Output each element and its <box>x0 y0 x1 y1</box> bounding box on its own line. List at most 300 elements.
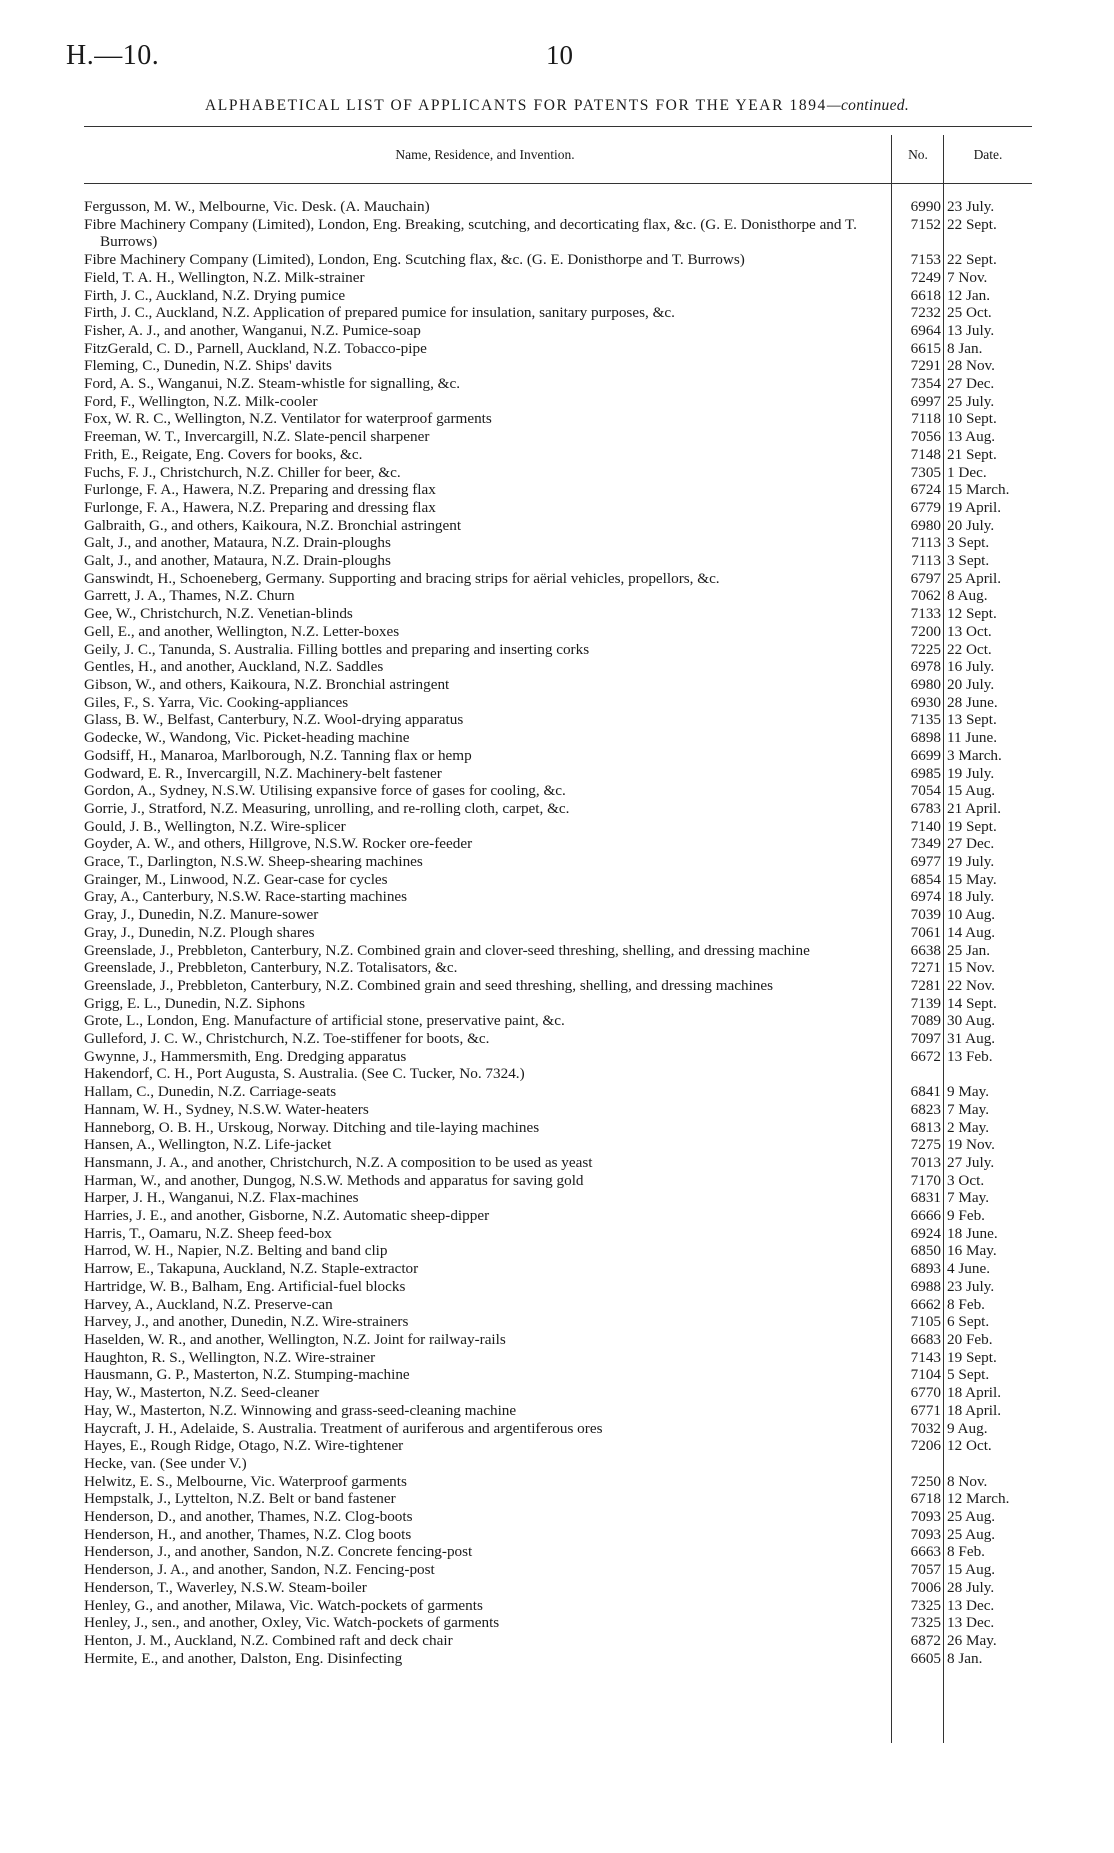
entry-number: 7089 <box>910 1012 941 1030</box>
entry-text: Firth, J. C., Auckland, N.Z. Drying pumice <box>84 286 346 304</box>
list-item <box>0 304 1114 322</box>
entry-text: Helwitz, E. S., Melbourne, Vic. Waterproof garments <box>84 1472 407 1490</box>
entry-description <box>84 1296 900 1314</box>
entry-text: Fuchs, F. J., Christchurch, N.Z. Chiller for beer, &c. <box>84 463 401 481</box>
entry-number: 6898 <box>910 729 941 747</box>
list-item <box>0 623 1114 641</box>
entry-date: 21 Sept. <box>947 445 997 463</box>
entry-text: Galbraith, G., and others, Kaikoura, N.Z. Bronchial astringent <box>84 516 462 534</box>
entry-description <box>84 729 900 747</box>
list-item <box>0 747 1114 765</box>
entry-text: Hay, W., Masterton, N.Z. Seed-cleaner <box>84 1384 320 1402</box>
entry-date: 9 Aug. <box>947 1419 988 1437</box>
entry-description <box>84 1136 900 1154</box>
entry-text: Fibre Machinery Company (Limited), London, Eng. Scutching flax, &c. (G. E. Donisthorpe and T. Burrows) <box>84 251 745 269</box>
entry-date: 1 Dec. <box>947 463 987 481</box>
entry-number: 6663 <box>910 1543 941 1561</box>
entry-date: 19 Nov. <box>947 1136 995 1154</box>
entry-number: 7093 <box>910 1508 941 1526</box>
entry-description <box>84 464 900 482</box>
page-number: 10 <box>546 40 573 70</box>
entry-number: 7170 <box>910 1171 941 1189</box>
entry-text: Gray, J., Dunedin, N.Z. Manure-sower <box>84 906 319 924</box>
entry-description <box>84 1331 900 1349</box>
list-item <box>0 924 1114 942</box>
entry-description <box>84 481 900 499</box>
entry-date: 7 Nov. <box>947 268 988 286</box>
entry-description <box>84 995 900 1013</box>
list-item <box>0 446 1114 464</box>
entry-date: 19 Sept. <box>947 817 997 835</box>
entry-description <box>84 676 900 694</box>
list-item <box>0 1420 1114 1438</box>
list-item <box>0 995 1114 1013</box>
entry-description <box>84 1420 900 1438</box>
entry-text: Hermite, E., and another, Dalston, Eng. Disinfecting <box>84 1649 403 1667</box>
entry-text: Fleming, C., Dunedin, N.Z. Ships' davits <box>84 357 332 375</box>
entry-text: Hansmann, J. A., and another, Christchurch, N.Z. A composition to be used as yeast <box>84 1153 593 1171</box>
entry-text: Hempstalk, J., Lyttelton, N.Z. Belt or band fastener <box>84 1490 396 1508</box>
entry-date: 8 Feb. <box>947 1295 985 1313</box>
entry-date: 8 Jan. <box>947 339 983 357</box>
entry-description <box>84 1083 900 1101</box>
entry-text: Grace, T., Darlington, N.S.W. Sheep-shearing machines <box>84 853 423 871</box>
entry-text: Grote, L., London, Eng. Manufacture of artificial stone, preservative paint, &c. <box>84 1012 565 1030</box>
entry-description <box>84 623 900 641</box>
entry-description <box>84 322 900 340</box>
list-item <box>0 1579 1114 1597</box>
list-item <box>0 676 1114 694</box>
entry-date: 15 Aug. <box>947 782 996 800</box>
entry-date: 8 Jan. <box>947 1649 983 1667</box>
entry-description <box>84 888 900 906</box>
list-item <box>0 888 1114 906</box>
entry-description <box>84 800 900 818</box>
entry-date: 8 Nov. <box>947 1472 988 1490</box>
entry-number: 7225 <box>910 640 941 658</box>
list-item <box>0 340 1114 358</box>
entry-number: 7140 <box>910 817 941 835</box>
list-item <box>0 251 1114 269</box>
entry-date: 12 March. <box>947 1490 1010 1508</box>
entry-date: 12 Oct. <box>947 1437 992 1455</box>
entry-number: 6618 <box>910 286 941 304</box>
list-item <box>0 711 1114 729</box>
entry-text: Grainger, M., Linwood, N.Z. Gear-case for cycles <box>84 870 388 888</box>
entry-text: Ford, F., Wellington, N.Z. Milk-cooler <box>84 392 318 410</box>
entry-number: 6854 <box>910 870 941 888</box>
entry-date: 7 May. <box>947 1189 990 1207</box>
entry-text: Hannam, W. H., Sydney, N.S.W. Water-heaters <box>84 1100 369 1118</box>
entry-number: 7281 <box>910 976 941 994</box>
list-item <box>0 1136 1114 1154</box>
list-item <box>0 198 1114 216</box>
entry-text: Henderson, D., and another, Thames, N.Z. Clog-boots <box>84 1508 413 1526</box>
list-item <box>0 534 1114 552</box>
entry-text: Hakendorf, C. H., Port Augusta, S. Australia. (See C. Tucker, No. 7324.) <box>84 1065 525 1083</box>
entry-description <box>84 1526 900 1544</box>
entry-text: Henley, G., and another, Milawa, Vic. Watch-pockets of garments <box>84 1596 483 1614</box>
entry-description <box>84 1030 900 1048</box>
entry-text: Godsiff, H., Manaroa, Marlborough, N.Z. Tanning flax or hemp <box>84 746 472 764</box>
entry-description <box>84 959 900 977</box>
entry-description <box>84 1437 900 1455</box>
entry-date: 16 July. <box>947 658 995 676</box>
entry-number: 7135 <box>910 711 941 729</box>
entry-text: Glass, B. W., Belfast, Canterbury, N.Z. Wool-drying apparatus <box>84 711 464 729</box>
list-item <box>0 694 1114 712</box>
entry-text: Galt, J., and another, Mataura, N.Z. Drain-ploughs <box>84 534 391 552</box>
entry-date: 22 Sept. <box>947 215 997 233</box>
entry-date: 30 Aug. <box>947 1012 996 1030</box>
entry-number: 7057 <box>910 1561 941 1579</box>
entry-text: Godecke, W., Wandong, Vic. Picket-heading machine <box>84 729 410 747</box>
entry-text: Fox, W. R. C., Wellington, N.Z. Ventilator for waterproof garments <box>84 410 492 428</box>
entry-date: 25 April. <box>947 569 1002 587</box>
entry-number: 6724 <box>910 481 941 499</box>
entry-description <box>84 216 900 251</box>
entry-number: 7249 <box>910 268 941 286</box>
entry-text: Firth, J. C., Auckland, N.Z. Application of prepared pumice for insulation, sanitary purposes, &c. <box>84 304 675 322</box>
entry-text: Greenslade, J., Prebbleton, Canterbury, N.Z. Combined grain and clover-seed threshing, shelling, and dressing machine <box>84 941 810 959</box>
entry-number: 6797 <box>910 569 941 587</box>
entry-number: 6699 <box>910 746 941 764</box>
page-heading <box>0 97 1114 115</box>
entry-number: 6985 <box>910 764 941 782</box>
entry-date: 18 April. <box>947 1401 1002 1419</box>
entry-description <box>84 1260 900 1278</box>
entry-number: 6997 <box>910 392 941 410</box>
entry-description <box>84 765 900 783</box>
entry-number: 6813 <box>910 1118 941 1136</box>
entry-text: Haselden, W. R., and another, Wellington, N.Z. Joint for railway-rails <box>84 1331 506 1348</box>
entry-number: 7153 <box>910 251 941 269</box>
entry-number: 7148 <box>910 445 941 463</box>
entry-text: Henley, J., sen., and another, Oxley, Vic. Watch-pockets of garments <box>84 1614 500 1632</box>
entry-date: 15 Aug. <box>947 1561 996 1579</box>
entry-description <box>84 1012 900 1030</box>
entry-text: Greenslade, J., Prebbleton, Canterbury, N.Z. Combined grain and seed threshing, shelling, and dressing machines <box>84 976 774 994</box>
entry-description <box>84 340 900 358</box>
list-item <box>0 464 1114 482</box>
entry-number: 7093 <box>910 1525 941 1543</box>
list-item <box>0 1402 1114 1420</box>
entry-description <box>84 711 900 729</box>
entry-description <box>84 1579 900 1597</box>
entry-text: Gulleford, J. C. W., Christchurch, N.Z. Toe-stiffener for boots, &c. <box>84 1030 490 1048</box>
list-item <box>0 1172 1114 1190</box>
entry-number: 6718 <box>910 1490 941 1508</box>
entry-description <box>84 1172 900 1190</box>
entry-text: Harrod, W. H., Napier, N.Z. Belting and band clip <box>84 1242 388 1260</box>
entry-date: 13 Sept. <box>947 711 997 729</box>
list-item <box>0 1543 1114 1561</box>
entry-number: 6974 <box>910 888 941 906</box>
entry-description <box>84 393 900 411</box>
entry-number: 6638 <box>910 941 941 959</box>
entry-description <box>84 446 900 464</box>
entry-description <box>84 198 900 216</box>
entry-number: 6823 <box>910 1100 941 1118</box>
entry-description <box>84 1490 900 1508</box>
entry-text: Henderson, H., and another, Thames, N.Z. Clog boots <box>84 1525 412 1543</box>
entry-date: 15 May. <box>947 870 997 888</box>
entry-text: Fibre Machinery Company (Limited), London, Eng. Breaking, scutching, and decorticating flax, &c. (G. E. Donisthorpe and T. Burrows) <box>84 215 857 251</box>
list-item <box>0 605 1114 623</box>
list-item <box>0 959 1114 977</box>
entry-date: 13 Feb. <box>947 1047 993 1065</box>
entry-date: 19 July. <box>947 764 995 782</box>
entry-description <box>84 1508 900 1526</box>
list-item <box>0 552 1114 570</box>
entry-number: 7113 <box>911 552 941 570</box>
entry-description <box>84 818 900 836</box>
entry-date: 18 April. <box>947 1384 1002 1402</box>
list-item <box>0 1012 1114 1030</box>
entry-text: Geily, J. C., Tanunda, S. Australia. Filling bottles and preparing and inserting corks <box>84 640 590 658</box>
entry-text: Field, T. A. H., Wellington, N.Z. Milk-strainer <box>84 268 365 286</box>
column-header-date: Date. <box>973 147 1003 162</box>
entry-number: 6930 <box>910 693 941 711</box>
entry-number: 7054 <box>910 782 941 800</box>
entry-number: 7232 <box>910 304 941 322</box>
entry-description <box>84 1543 900 1561</box>
entry-description <box>84 658 900 676</box>
entry-number: 6771 <box>910 1401 941 1419</box>
entry-text: FitzGerald, C. D., Parnell, Auckland, N.Z. Tobacco-pipe <box>84 339 427 357</box>
entry-date: 7 May. <box>947 1100 990 1118</box>
list-item <box>0 1083 1114 1101</box>
list-item <box>0 1490 1114 1508</box>
list-item <box>0 1331 1114 1349</box>
entry-text: Harvey, J., and another, Dunedin, N.Z. Wire-strainers <box>84 1313 409 1331</box>
entry-description <box>84 517 900 535</box>
entry-description <box>84 641 900 659</box>
entry-text: Frith, E., Reigate, Eng. Covers for books, &c. <box>84 445 363 463</box>
entry-date: 25 Jan. <box>947 941 991 959</box>
entry-text: Grigg, E. L., Dunedin, N.Z. Siphons <box>84 994 306 1012</box>
entry-description <box>84 1225 900 1243</box>
entry-number: 6683 <box>910 1331 941 1348</box>
entry-description <box>84 1455 900 1473</box>
list-item <box>0 1189 1114 1207</box>
entry-description <box>84 871 900 889</box>
entry-date: 21 April. <box>947 799 1002 817</box>
entry-text: Ganswindt, H., Schoeneberg, Germany. Supporting and bracing strips for aërial vehicles, propellors, &c. <box>84 569 720 587</box>
entry-number: 7271 <box>910 959 941 977</box>
list-item <box>0 1632 1114 1650</box>
entry-text: Harries, J. E., and another, Gisborne, N.Z. Automatic sheep-dipper <box>84 1207 490 1225</box>
list-item <box>0 1065 1114 1083</box>
entry-number: 6964 <box>910 321 941 339</box>
entry-text: Fisher, A. J., and another, Wanganui, N.Z. Pumice-soap <box>84 321 421 339</box>
heading-continued: —continued. <box>826 97 910 114</box>
list-item <box>0 1384 1114 1402</box>
entry-text: Harvey, A., Auckland, N.Z. Preserve-can <box>84 1295 333 1313</box>
entry-description <box>84 375 900 393</box>
entry-text: Henderson, T., Waverley, N.S.W. Steam-boiler <box>84 1578 367 1596</box>
list-item <box>0 1455 1114 1473</box>
entry-text: Hausmann, G. P., Masterton, N.Z. Stumping-machine <box>84 1366 410 1384</box>
entry-date: 10 Sept. <box>947 410 997 428</box>
entry-date: 14 Sept. <box>947 994 997 1012</box>
entry-description <box>84 1349 900 1367</box>
entry-description <box>84 1650 900 1668</box>
entry-text: Gordon, A., Sydney, N.S.W. Utilising expansive force of gases for cooling, &c. <box>84 782 566 800</box>
entry-date: 26 May. <box>947 1631 997 1649</box>
entry-description <box>84 835 900 853</box>
entry-description <box>84 605 900 623</box>
entry-number: 7133 <box>910 605 941 623</box>
list-item <box>0 375 1114 393</box>
entry-description <box>84 428 900 446</box>
entry-description <box>84 1597 900 1615</box>
entry-description <box>84 1473 900 1491</box>
entry-date: 5 Sept. <box>947 1366 990 1384</box>
entry-description <box>84 924 900 942</box>
entry-date: 12 Jan. <box>947 286 991 304</box>
entry-number: 6666 <box>910 1207 941 1225</box>
list-item <box>0 1614 1114 1632</box>
list-item <box>0 658 1114 676</box>
entry-text: Hayes, E., Rough Ridge, Otago, N.Z. Wire-tightener <box>84 1437 404 1455</box>
entry-date: 20 July. <box>947 516 995 534</box>
entry-description <box>84 1065 900 1083</box>
entry-text: Harrow, E., Takapuna, Auckland, N.Z. Staple-extractor <box>84 1260 419 1278</box>
entry-date: 11 June. <box>947 729 998 747</box>
list-item <box>0 1526 1114 1544</box>
entry-number: 7143 <box>910 1348 941 1366</box>
entry-date: 13 Oct. <box>947 622 992 640</box>
list-item <box>0 977 1114 995</box>
list-item <box>0 1296 1114 1314</box>
entry-date: 4 June. <box>947 1260 991 1278</box>
entry-text: Gray, A., Canterbury, N.S.W. Race-starting machines <box>84 888 408 906</box>
entry-number: 7061 <box>910 923 941 941</box>
entry-number: 6850 <box>910 1242 941 1260</box>
list-item <box>0 269 1114 287</box>
entry-description <box>84 1207 900 1225</box>
entry-description <box>84 552 900 570</box>
entry-number: 7032 <box>910 1419 941 1437</box>
entry-description <box>84 906 900 924</box>
entry-description <box>84 251 900 269</box>
list-item <box>0 1561 1114 1579</box>
list-item <box>0 587 1114 605</box>
entry-date: 8 Aug. <box>947 587 988 605</box>
entry-date: 22 Sept. <box>947 251 997 269</box>
entry-number: 7105 <box>910 1313 941 1331</box>
entry-date: 23 July. <box>947 1277 995 1295</box>
entry-description <box>84 1154 900 1172</box>
entry-date: 27 Dec. <box>947 835 995 853</box>
entry-date: 12 Sept. <box>947 605 997 623</box>
list-item <box>0 818 1114 836</box>
entry-date: 25 July. <box>947 392 995 410</box>
list-item <box>0 1437 1114 1455</box>
list-item <box>0 428 1114 446</box>
list-item <box>0 1207 1114 1225</box>
entry-text: Henderson, J. A., and another, Sandon, N.Z. Fencing-post <box>84 1561 435 1579</box>
entry-date: 13 July. <box>947 321 995 339</box>
entry-description <box>84 534 900 552</box>
entry-number: 7349 <box>910 835 941 853</box>
entry-number: 6980 <box>910 675 941 693</box>
list-item <box>0 1473 1114 1491</box>
entry-date: 18 June. <box>947 1224 998 1242</box>
entry-description <box>84 747 900 765</box>
entry-number: 6988 <box>910 1277 941 1295</box>
entry-description <box>84 1048 900 1066</box>
entry-number: 7039 <box>910 906 941 924</box>
entry-number: 7206 <box>910 1437 941 1455</box>
entry-text: Gibson, W., and others, Kaikoura, N.Z. Bronchial astringent <box>84 675 450 693</box>
entry-date: 14 Aug. <box>947 923 996 941</box>
list-item <box>0 1154 1114 1172</box>
top-rule <box>84 126 1032 127</box>
entry-date: 28 July. <box>947 1578 995 1596</box>
entry-date: 25 Aug. <box>947 1525 996 1543</box>
list-item <box>0 1048 1114 1066</box>
list-item <box>0 410 1114 428</box>
entry-date: 3 Sept. <box>947 534 990 552</box>
entry-text: Greenslade, J., Prebbleton, Canterbury, N.Z. Totalisators, &c. <box>84 959 458 977</box>
entry-text: Hanneborg, O. B. H., Urskoug, Norway. Ditching and tile-laying machines <box>84 1118 540 1136</box>
entry-text: Gentles, H., and another, Auckland, N.Z. Saddles <box>84 658 384 676</box>
applicants-list <box>0 198 1114 1667</box>
entry-text: Harman, W., and another, Dungog, N.S.W. Methods and apparatus for saving gold <box>84 1171 584 1189</box>
entry-number: 6893 <box>910 1260 941 1278</box>
entry-text: Godward, E. R., Invercargill, N.Z. Machinery-belt fastener <box>84 764 442 782</box>
entry-text: Gould, J. B., Wellington, N.Z. Wire-splicer <box>84 817 346 835</box>
entry-date: 19 July. <box>947 853 995 871</box>
entry-text: Harper, J. H., Wanganui, N.Z. Flax-machines <box>84 1189 359 1207</box>
list-item <box>0 481 1114 499</box>
entry-text: Giles, F., S. Yarra, Vic. Cooking-appliances <box>84 693 349 711</box>
entry-date: 18 July. <box>947 888 995 906</box>
entry-text: Gee, W., Christchurch, N.Z. Venetian-blinds <box>84 605 353 623</box>
entry-description <box>84 1632 900 1650</box>
list-item <box>0 1119 1114 1137</box>
list-item <box>0 782 1114 800</box>
entry-description <box>84 1119 900 1137</box>
entry-text: Hansen, A., Wellington, N.Z. Life-jacket <box>84 1136 332 1154</box>
column-header-no: No. <box>908 147 928 162</box>
list-item <box>0 287 1114 305</box>
entry-text: Hallam, C., Dunedin, N.Z. Carriage-seats <box>84 1083 337 1101</box>
entry-number: 6980 <box>910 516 941 534</box>
entry-description <box>84 410 900 428</box>
entry-text: Henderson, J., and another, Sandon, N.Z. Concrete fencing-post <box>84 1543 473 1561</box>
entry-date: 13 Dec. <box>947 1596 995 1614</box>
entry-text: Hay, W., Masterton, N.Z. Winnowing and grass-seed-cleaning machine <box>84 1401 517 1419</box>
entry-text: Gwynne, J., Hammersmith, Eng. Dredging apparatus <box>84 1047 407 1065</box>
entry-description <box>84 1101 900 1119</box>
entry-date: 25 Oct. <box>947 304 992 322</box>
entry-date: 13 Aug. <box>947 428 996 446</box>
entry-date: 27 Dec. <box>947 375 995 393</box>
heading-main: ALPHABETICAL LIST OF APPLICANTS FOR PATENTS FOR THE YEAR 1894 <box>204 97 827 114</box>
list-item <box>0 906 1114 924</box>
entry-date: 9 Feb. <box>947 1207 985 1225</box>
entry-text: Hartridge, W. B., Balham, Eng. Artificial-fuel blocks <box>84 1277 406 1295</box>
entry-text: Haycraft, J. H., Adelaide, S. Australia. Treatment of auriferous and argentiferous ores <box>84 1419 603 1437</box>
entry-number: 7200 <box>910 622 941 640</box>
entry-date: 16 May. <box>947 1242 997 1260</box>
entry-text: Furlonge, F. A., Hawera, N.Z. Preparing and dressing flax <box>84 498 436 516</box>
entry-description <box>84 570 900 588</box>
list-item <box>0 1597 1114 1615</box>
